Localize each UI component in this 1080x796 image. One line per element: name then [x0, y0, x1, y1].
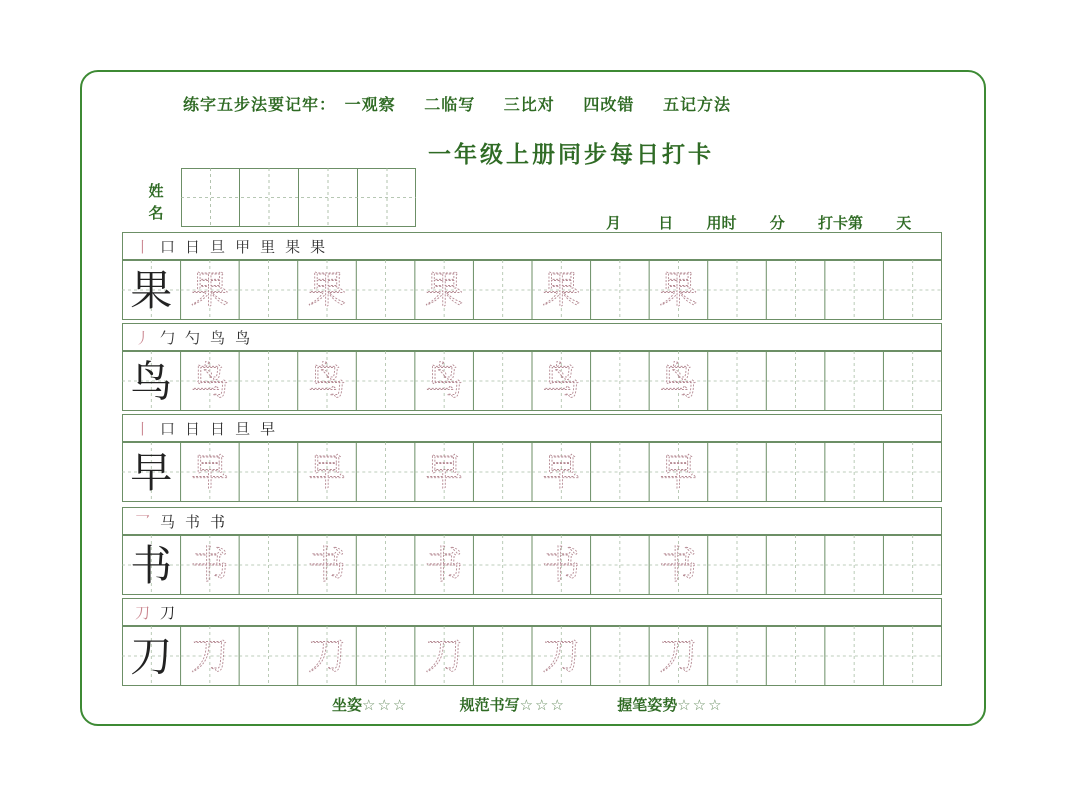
pen-grip-label: 握笔姿势 [617, 696, 678, 714]
stroke-step: 甲 [235, 237, 255, 256]
stroke-step: 口 [160, 237, 180, 256]
day-label: 日 [658, 214, 674, 232]
motto-lead: 练字五步法要记牢： [183, 95, 337, 114]
writing-stars[interactable]: ☆☆☆ [519, 696, 566, 714]
motto-step-4: 四改错 [583, 95, 635, 114]
trace-character: 刀 [425, 634, 464, 678]
name-label-bottom: 名 [148, 204, 164, 222]
trace-character: 鸟 [307, 359, 347, 403]
trace-character: 果 [425, 268, 464, 312]
trace-character: 刀 [190, 634, 229, 678]
model-character: 早 [130, 448, 173, 497]
evaluation-footer [332, 694, 770, 715]
stroke-step: 书 [185, 512, 205, 531]
trace-character: 果 [542, 268, 581, 312]
trace-character: 书 [425, 543, 464, 587]
stroke-step: 早 [260, 419, 280, 438]
days-label: 天 [896, 214, 912, 232]
character-practice-row[interactable] [122, 442, 942, 502]
stroke-step: 勺 [185, 328, 205, 347]
stroke-step: 丿 [135, 328, 155, 347]
stroke-step: 日 [210, 419, 230, 438]
stroke-step: 刀 [135, 603, 155, 622]
writing-rating [460, 694, 566, 715]
page-title: 一年级上册同步每日打卡 [428, 142, 714, 168]
model-character: 书 [130, 541, 173, 590]
month-label: 月 [606, 214, 622, 232]
character-practice-row[interactable] [122, 260, 942, 320]
stroke-step: 马 [160, 512, 180, 531]
character-practice-row[interactable] [122, 535, 942, 595]
model-character: 刀 [130, 632, 173, 681]
stroke-order-row [122, 507, 942, 535]
time-used-label: 用时 [706, 214, 737, 232]
trace-character: 早 [659, 450, 698, 494]
trace-character: 果 [659, 268, 698, 312]
trace-character: 早 [307, 450, 347, 494]
stroke-step: 里 [260, 237, 280, 256]
posture-rating [332, 694, 408, 715]
stroke-step: 鸟 [235, 328, 255, 347]
motto-step-2: 二临写 [424, 95, 476, 114]
trace-character: 鸟 [425, 359, 464, 403]
model-character: 鸟 [130, 357, 173, 406]
trace-character: 刀 [542, 634, 581, 678]
trace-character: 书 [542, 543, 581, 587]
stroke-order-row [122, 414, 942, 442]
minutes-label: 分 [769, 214, 785, 232]
character-practice-row[interactable] [122, 626, 942, 686]
stroke-step: 书 [210, 512, 230, 531]
pen-grip-rating [617, 694, 723, 715]
stroke-step: 刀 [160, 603, 180, 622]
trace-character: 鸟 [542, 359, 581, 403]
trace-character: 果 [190, 268, 229, 312]
stroke-step: 旦 [235, 419, 255, 438]
stroke-step: 果 [285, 237, 305, 256]
checkin-prefix-label: 打卡第 [818, 214, 864, 232]
trace-character: 书 [190, 543, 229, 587]
stroke-step: 乛 [135, 512, 155, 531]
trace-character: 鸟 [190, 359, 229, 403]
stroke-step: 勹 [160, 328, 180, 347]
stroke-step: 日 [185, 419, 205, 438]
trace-character: 书 [659, 543, 698, 587]
posture-label: 坐姿 [332, 696, 363, 714]
date-time-line [606, 212, 911, 233]
pen-grip-stars[interactable]: ☆☆☆ [677, 696, 724, 714]
trace-character: 书 [307, 543, 347, 587]
motto-step-3: 三比对 [503, 95, 555, 114]
trace-character: 刀 [659, 634, 698, 678]
trace-character: 鸟 [659, 359, 698, 403]
stroke-order-row [122, 232, 942, 260]
model-character: 果 [130, 266, 173, 315]
stroke-order-row [122, 598, 942, 626]
trace-character: 果 [307, 268, 347, 312]
stroke-step: 日 [185, 237, 205, 256]
stroke-step: 丨 [135, 419, 155, 438]
trace-character: 早 [425, 450, 464, 494]
stroke-step: 口 [160, 419, 180, 438]
name-writing-grid[interactable] [181, 168, 417, 228]
stroke-step: 丨 [135, 237, 155, 256]
stroke-step: 鸟 [210, 328, 230, 347]
stroke-step: 旦 [210, 237, 230, 256]
name-label-top: 姓 [148, 182, 164, 200]
trace-character: 早 [542, 450, 581, 494]
motto-step-5: 五记方法 [662, 95, 731, 114]
trace-character: 刀 [307, 634, 347, 678]
stroke-order-row [122, 323, 942, 351]
practice-motto [0, 92, 1080, 115]
stroke-step: 果 [310, 237, 330, 256]
posture-stars[interactable]: ☆☆☆ [362, 696, 409, 714]
writing-label: 规范书写 [459, 696, 520, 714]
motto-step-1: 一观察 [344, 95, 396, 114]
name-label [143, 180, 169, 224]
trace-character: 早 [190, 450, 229, 494]
character-practice-row[interactable] [122, 351, 942, 411]
